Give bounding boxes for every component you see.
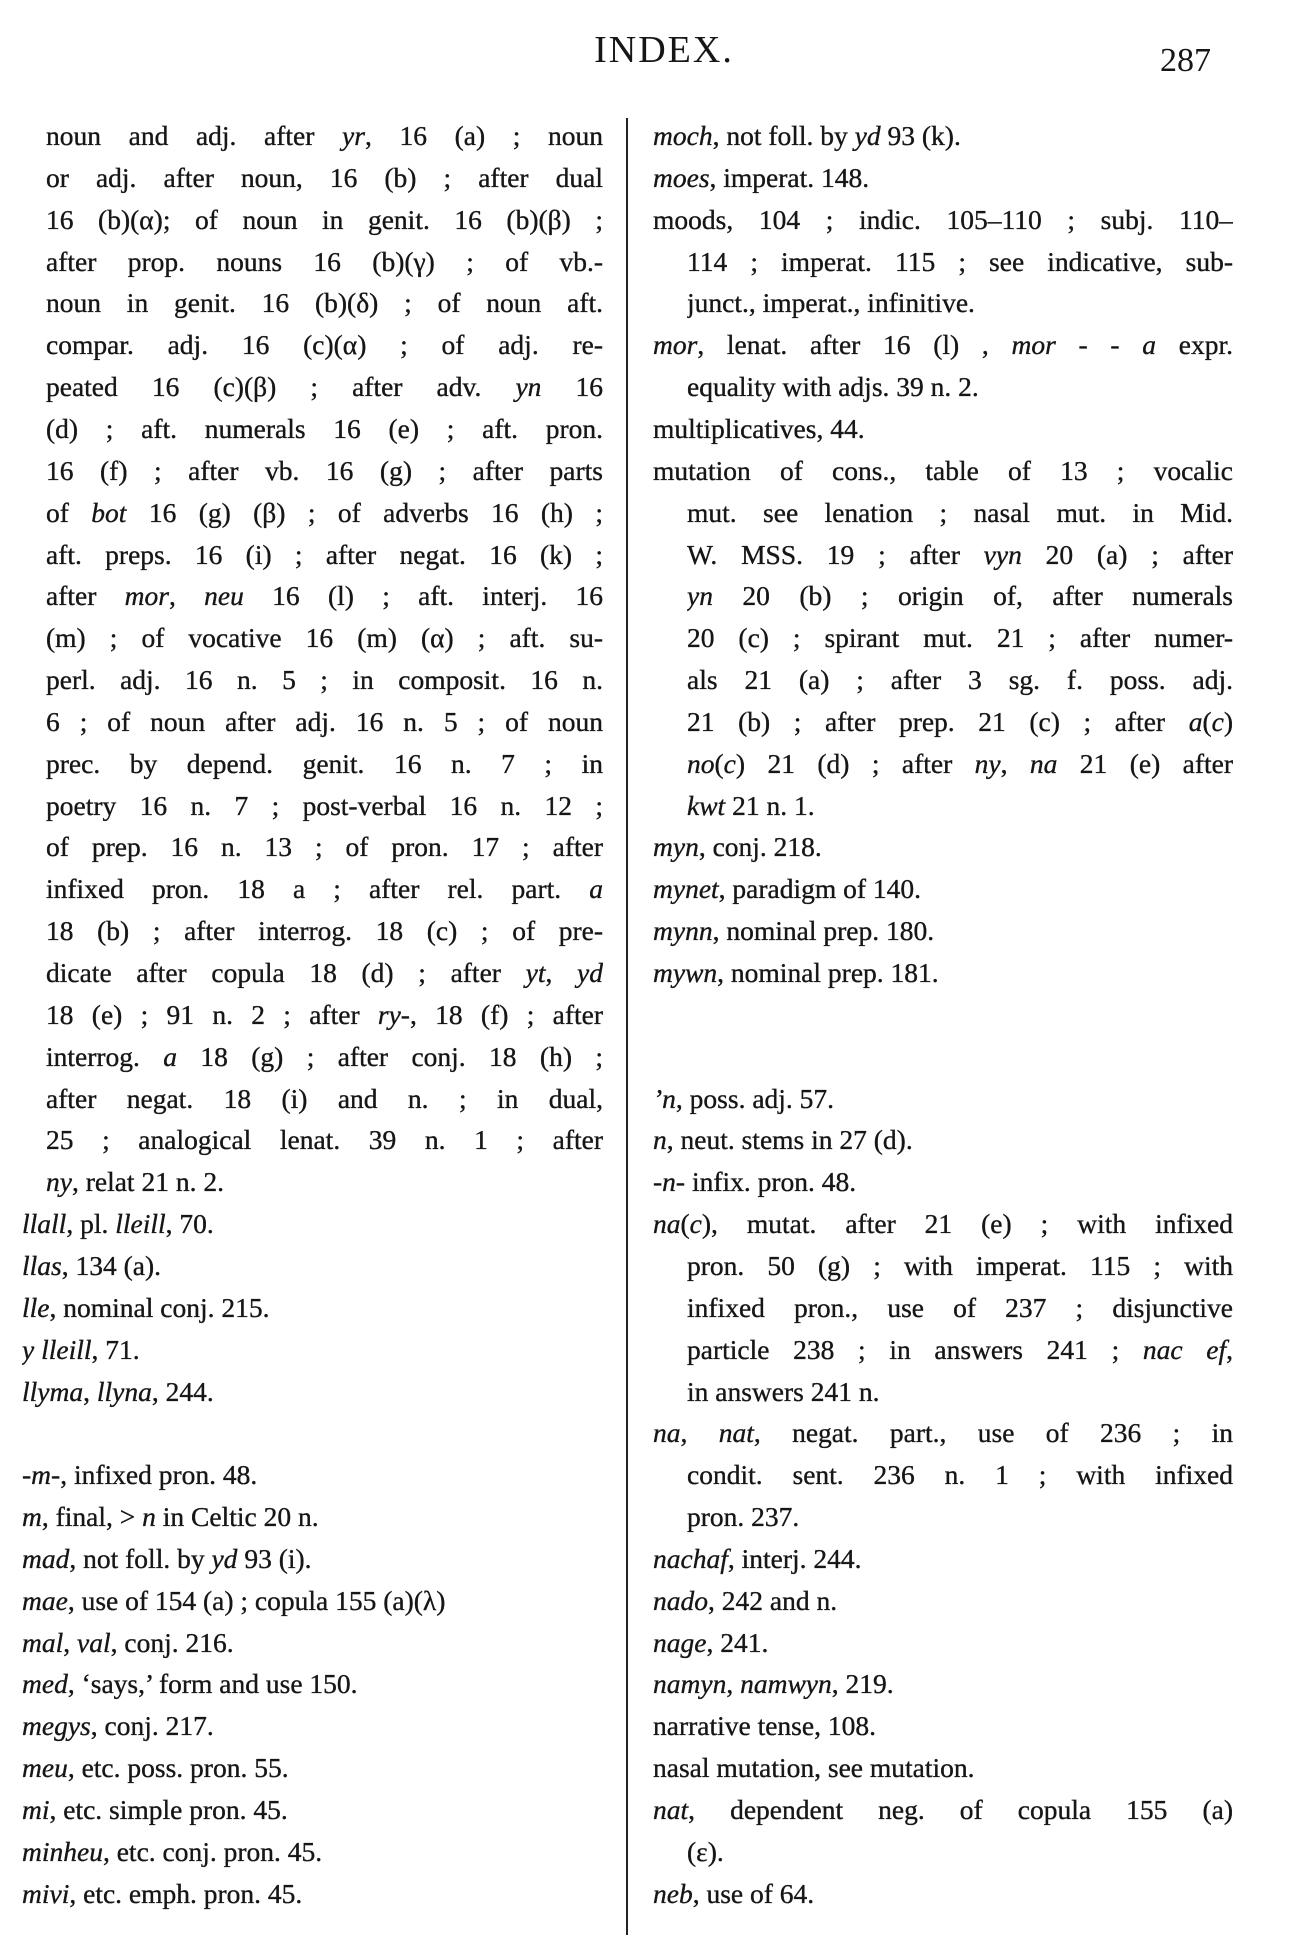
index-entry-line <box>46 157 603 199</box>
headword-italic: yd <box>854 120 881 151</box>
entry-text: perl. adj. 16 n. 5 ; in composit. 16 n. <box>46 664 603 696</box>
index-entry-line <box>653 1203 1233 1245</box>
index-entry-line <box>653 199 1233 241</box>
index-entry-line <box>653 1580 1233 1622</box>
headword-italic: med <box>22 1668 68 1700</box>
entry-text: after prop. nouns 16 (b)(γ) ; of vb.- <box>46 245 603 277</box>
index-entry-line <box>46 743 603 785</box>
headword-italic: moes <box>653 161 710 193</box>
entry-text: , relat 21 n. 2. <box>71 1166 224 1198</box>
entry-text: 93 (k). <box>880 120 961 151</box>
entry-text: , etc. emph. pron. 45. <box>69 1877 303 1909</box>
index-entry-line <box>653 1412 1233 1454</box>
entry-text: W. MSS. 19 ; after <box>687 538 984 570</box>
headword-italic: y lleill <box>22 1333 92 1365</box>
headword-italic: vyn <box>983 538 1022 570</box>
entry-text: infixed pron. 18 a ; after rel. part. <box>46 873 590 905</box>
index-entry-line <box>687 1371 1233 1413</box>
headword-italic: c <box>689 1208 702 1240</box>
index-entry-line <box>687 743 1233 785</box>
headword-italic: val <box>77 1626 111 1658</box>
entry-text: , poss. adj. 57. <box>675 1082 835 1114</box>
entry-text: 16 <box>541 371 603 403</box>
index-entry-line <box>46 868 603 910</box>
entry-text: 114 ; imperat. 115 ; see indicative, sub- <box>687 245 1233 277</box>
index-entry-line <box>46 199 603 241</box>
entry-text: poetry 16 n. 7 ; post-verbal 16 n. 12 ; <box>46 789 603 821</box>
entry-text: , use of 64. <box>692 1877 815 1909</box>
index-entry-line <box>653 826 1233 868</box>
index-entry-line <box>46 785 603 827</box>
index-entry-line <box>46 826 603 868</box>
entry-text: , <box>545 957 578 988</box>
index-entry-line <box>22 1454 603 1496</box>
entry-text: , etc. simple pron. 45. <box>49 1794 288 1825</box>
entry-text: after <box>46 580 125 612</box>
headword-italic: ny <box>974 747 1001 779</box>
index-entry-line <box>687 575 1233 617</box>
index-entry-line <box>46 534 603 576</box>
headword-italic: mor <box>1011 329 1056 361</box>
headword-italic: c <box>1211 705 1224 737</box>
entry-text: (d) ; aft. numerals 16 (e) ; aft. pron. <box>46 412 603 444</box>
headword-italic: yd <box>577 957 603 988</box>
index-entry-line <box>687 1287 1233 1329</box>
entry-text: , 244. <box>151 1375 214 1407</box>
entry-text: , etc. conj. pron. 45. <box>102 1835 323 1867</box>
entry-text: ( <box>714 747 724 779</box>
entry-text: 20 (c) ; spirant mut. 21 ; after numer- <box>687 622 1233 654</box>
index-entry-line <box>653 1119 1233 1161</box>
entry-text: , paradigm of 140. <box>718 873 922 905</box>
headword-italic: neu <box>204 580 244 612</box>
entry-text: 21 (e) after <box>1057 747 1233 779</box>
entry-text: (m) ; of vocative 16 (m) (α) ; aft. su- <box>46 622 603 654</box>
entry-text: prec. by depend. genit. 16 n. 7 ; in <box>46 747 603 779</box>
entry-text: , final, > <box>41 1501 143 1533</box>
index-entry-line <box>46 910 603 952</box>
index-entry-line <box>46 450 603 492</box>
index-entry-line <box>46 366 603 408</box>
headword-italic: moch <box>653 120 713 151</box>
index-entry-line <box>22 1747 603 1789</box>
index-entry-line <box>22 1245 603 1287</box>
headword-italic: mor <box>653 329 698 361</box>
headword-italic: n <box>142 1501 156 1533</box>
index-entry-line <box>46 1078 603 1120</box>
headword-italic: c <box>723 747 736 779</box>
index-entry-line <box>22 1831 603 1873</box>
entry-text: 16 (f) ; after vb. 16 (g) ; after parts <box>46 454 603 486</box>
headword-italic: yr <box>342 120 365 151</box>
entry-text: 20 (b) ; origin of, after numerals <box>712 580 1233 612</box>
headword-italic: a <box>163 1040 178 1072</box>
index-entry-line <box>22 1873 603 1915</box>
entry-text: infix. pron. 48. <box>685 1166 857 1198</box>
entry-text: als 21 (a) ; after 3 sg. f. poss. adj. <box>687 664 1233 696</box>
headword-italic: a <box>1188 705 1203 737</box>
index-entry-line <box>653 952 1233 994</box>
index-entry-line <box>22 1538 603 1580</box>
index-entry-line <box>687 701 1233 743</box>
index-entry-line <box>22 1663 603 1705</box>
index-entry-line <box>687 617 1233 659</box>
entry-text: interrog. <box>46 1040 164 1072</box>
headword-italic: meu <box>22 1752 68 1784</box>
entry-text: , 70. <box>165 1208 214 1240</box>
headword-italic: nado <box>653 1584 708 1616</box>
headword-italic: llas <box>22 1249 62 1281</box>
headword-italic: llall <box>22 1208 67 1240</box>
entry-text: 21 (b) ; after prep. 21 (c) ; after <box>687 705 1189 737</box>
entry-text: , interj. 244. <box>727 1542 862 1574</box>
headword-italic: yn <box>515 371 542 403</box>
headword-italic: minheu <box>22 1835 103 1867</box>
headword-italic: megys <box>22 1710 91 1742</box>
index-entry-line <box>653 1705 1233 1747</box>
entry-text: particle 238 ; in answers 241 ; <box>687 1333 1143 1365</box>
entry-text: 18 (e) ; 91 n. 2 ; after <box>46 998 378 1030</box>
entry-text: , <box>1000 747 1030 779</box>
index-entry-line <box>653 1663 1233 1705</box>
entry-text: , 242 and n. <box>708 1584 838 1616</box>
entry-text: ( <box>1202 705 1212 737</box>
entry-text: ) 21 (d) ; after <box>735 747 975 779</box>
index-entry-line <box>22 1329 603 1371</box>
headword-italic: mynn <box>653 915 713 947</box>
index-entry-line <box>22 1580 603 1622</box>
entry-text: junct., imperat., infinitive. <box>687 287 975 319</box>
index-entry-line <box>687 1329 1233 1371</box>
index-entry-line <box>687 1831 1233 1873</box>
headword-italic: yn <box>687 580 713 612</box>
headword-italic: ’n <box>653 1082 676 1114</box>
headword-italic: llyma <box>22 1375 84 1407</box>
headword-italic: mywn <box>653 957 718 988</box>
entry-text: 18 (b) ; after interrog. 18 (c) ; of pre- <box>46 915 603 947</box>
index-entry-line <box>653 868 1233 910</box>
entry-text: in Celtic 20 n. <box>155 1501 319 1533</box>
headword-italic: mae <box>22 1584 68 1616</box>
index-entry-line <box>687 785 1233 827</box>
entry-text: of <box>46 496 92 528</box>
entry-text: , 16 (a) ; noun <box>364 120 603 151</box>
entry-text: 25 ; analogical lenat. 39 n. 1 ; after <box>46 1124 603 1156</box>
entry-text: after negat. 18 (i) and n. ; in dual, <box>46 1082 603 1114</box>
entry-text: , use of 154 (a) ; copula 155 (a)(λ) <box>67 1584 446 1616</box>
headword-italic: na <box>653 1417 681 1449</box>
index-entry-line <box>687 241 1233 283</box>
index-entry-line <box>653 1789 1233 1831</box>
headword-italic: ny <box>46 1166 72 1198</box>
index-entry-line <box>46 1036 603 1078</box>
index-entry-line <box>653 157 1233 199</box>
index-entry-line <box>687 659 1233 701</box>
index-entry-line <box>46 1161 603 1203</box>
headword-italic: myn <box>653 831 699 863</box>
headword-italic: mynet <box>653 873 719 905</box>
entry-text: ( <box>680 1208 690 1240</box>
entry-text: , <box>83 1375 97 1407</box>
entry-text: (ε). <box>687 1835 724 1867</box>
index-entry-line <box>22 1287 603 1329</box>
entry-text: noun and adj. after <box>46 120 343 151</box>
entry-text: , 241. <box>706 1626 769 1658</box>
index-entry-line <box>46 994 603 1036</box>
headword-italic: nachaf <box>653 1542 728 1574</box>
entry-text: , <box>680 1417 719 1449</box>
headword-italic: kwt <box>687 789 726 821</box>
headword-italic: yd <box>211 1542 238 1574</box>
headword-italic: -n- <box>653 1166 686 1198</box>
index-entry-line <box>46 115 603 157</box>
running-head-title: INDEX. <box>594 29 734 71</box>
entry-text: , 219. <box>831 1668 894 1700</box>
index-entry-line <box>687 282 1233 324</box>
entry-text: , nominal conj. 215. <box>49 1291 270 1323</box>
entry-text: 20 (a) ; after <box>1021 538 1233 570</box>
entry-text: , etc. poss. pron. 55. <box>67 1752 289 1784</box>
index-entry-line <box>653 408 1233 450</box>
entry-text: , conj. 217. <box>90 1710 214 1742</box>
entry-text: 6 ; of noun after adj. 16 n. 5 ; of noun <box>46 705 603 737</box>
entry-text: 18 (g) ; after conj. 18 (h) ; <box>177 1040 603 1072</box>
entry-text: pron. 237. <box>687 1501 800 1533</box>
index-entry-line <box>653 450 1233 492</box>
index-entry-line <box>22 1705 603 1747</box>
entry-text: , nominal prep. 181. <box>717 957 939 988</box>
headword-italic: a <box>1142 329 1157 361</box>
entry-text: dicate after copula 18 (d) ; after <box>46 957 526 988</box>
index-entry-line <box>687 492 1233 534</box>
entry-text: in answers 241 n. <box>687 1375 880 1407</box>
headword-italic: -m- <box>22 1459 61 1491</box>
headword-italic: lleill <box>115 1208 166 1240</box>
headword-italic: nat <box>718 1417 754 1449</box>
index-entry-line <box>653 1538 1233 1580</box>
entry-text: , imperat. 148. <box>709 161 870 193</box>
entry-text: , ‘says,’ form and use 150. <box>67 1668 358 1700</box>
index-entry-line <box>687 1454 1233 1496</box>
entry-text: 93 (i). <box>237 1542 312 1574</box>
page-number: 287 <box>1160 42 1211 79</box>
headword-italic: nage <box>653 1626 707 1658</box>
headword-italic: llyna <box>96 1375 152 1407</box>
headword-italic: mivi <box>22 1877 70 1909</box>
entry-text: infixed pron., use of 237 ; disjunctive <box>687 1291 1233 1323</box>
entry-text: , not foll. by <box>69 1542 212 1574</box>
entry-text: , neut. stems in 27 (d). <box>666 1124 913 1156</box>
entry-text: 21 n. 1. <box>725 789 815 821</box>
index-entry-line <box>46 617 603 659</box>
index-entry-line <box>46 241 603 283</box>
headword-italic: lle <box>22 1291 50 1323</box>
index-entry-line <box>22 1496 603 1538</box>
index-entry-line <box>653 1622 1233 1664</box>
entry-text: multiplicatives, 44. <box>653 412 865 444</box>
index-entry-line <box>46 952 603 994</box>
entry-text: , conj. 218. <box>698 831 822 863</box>
entry-text: , conj. 216. <box>110 1626 234 1658</box>
entry-text: , <box>168 580 205 612</box>
entry-text: narrative tense, 108. <box>653 1710 876 1742</box>
index-entry-line <box>22 1622 603 1664</box>
index-entry-line <box>46 575 603 617</box>
entry-text: expr. <box>1156 329 1233 361</box>
entry-text: , infixed pron. 48. <box>60 1459 258 1491</box>
entry-text: pron. 50 (g) ; with imperat. 115 ; with <box>687 1249 1233 1281</box>
index-entry-line <box>653 1161 1233 1203</box>
entry-text: 16 (b)(α); of noun in genit. 16 (b)(β) ; <box>46 203 603 235</box>
entry-text: , nominal prep. 180. <box>712 915 935 947</box>
entry-text: nasal mutation, see mutation. <box>653 1752 975 1784</box>
headword-italic: mal <box>22 1626 64 1658</box>
entry-text: or adj. after noun, 16 (b) ; after dual <box>46 161 603 193</box>
entry-text: ) <box>1223 705 1233 737</box>
headword-italic: a <box>589 873 603 905</box>
entry-text: , 71. <box>91 1333 140 1365</box>
entry-text: condit. sent. 236 n. 1 ; with infixed <box>687 1459 1233 1491</box>
entry-text: ), mutat. after 21 (e) ; with infixed <box>701 1208 1233 1240</box>
entry-text: mut. see lenation ; nasal mut. in Mid. <box>687 496 1233 528</box>
index-entry-line <box>653 115 1233 157</box>
index-entry-line <box>22 1203 603 1245</box>
index-entry-line <box>46 282 603 324</box>
entry-text: peated 16 (c)(β) ; after adv. <box>46 371 516 403</box>
index-entry-line <box>687 366 1233 408</box>
entry-text: noun in genit. 16 (b)(δ) ; of noun aft. <box>46 287 603 319</box>
index-entry-line <box>46 1119 603 1161</box>
entry-text: , <box>726 1668 741 1700</box>
index-entry-line <box>687 1245 1233 1287</box>
headword-italic: namyn <box>653 1668 727 1700</box>
column-divider <box>626 118 628 1935</box>
entry-text: - - <box>1055 329 1143 361</box>
entry-text: , pl. <box>66 1208 116 1240</box>
entry-text: moods, 104 ; indic. 105–110 ; subj. 110– <box>653 203 1233 235</box>
index-entry-line <box>653 1747 1233 1789</box>
headword-italic: neb <box>653 1877 693 1909</box>
entry-text: 16 (l) ; aft. interj. 16 <box>243 580 603 612</box>
entry-text: , not foll. by <box>712 120 855 151</box>
headword-italic: ry- <box>377 998 410 1030</box>
index-entry-line <box>46 659 603 701</box>
headword-italic: n <box>653 1124 667 1156</box>
index-entry-line <box>46 324 603 366</box>
entry-text: mutation of cons., table of 13 ; vocalic <box>653 454 1233 486</box>
entry-text: , negat. part., use of 236 ; in <box>753 1417 1233 1449</box>
entry-text: 16 (g) (β) ; of adverbs 16 (h) ; <box>126 496 603 528</box>
index-entry-line <box>687 1496 1233 1538</box>
headword-italic: mad <box>22 1542 70 1574</box>
entry-text: , lenat. after 16 (l) , <box>697 329 1012 361</box>
headword-italic: m <box>22 1501 42 1533</box>
headword-italic: namwyn <box>740 1668 832 1700</box>
entry-text: , <box>63 1626 77 1658</box>
headword-italic: nac ef <box>1142 1333 1227 1365</box>
headword-italic: mor <box>124 580 169 612</box>
index-entry-line <box>46 701 603 743</box>
headword-italic: no <box>687 747 715 779</box>
index-entry-line <box>653 324 1233 366</box>
entry-text: equality with adjs. 39 n. 2. <box>687 371 979 403</box>
entry-text: , 134 (a). <box>61 1249 162 1281</box>
index-entry-line <box>653 1078 1233 1120</box>
headword-italic: mi <box>22 1794 50 1825</box>
entry-text: of prep. 16 n. 13 ; of pron. 17 ; after <box>46 831 603 863</box>
index-entry-line <box>687 534 1233 576</box>
index-entry-line <box>22 1371 603 1413</box>
headword-italic: na <box>653 1208 681 1240</box>
entry-text: , dependent neg. of copula 155 (a) <box>688 1794 1233 1825</box>
index-entry-line <box>22 1789 603 1831</box>
index-entry-line <box>653 910 1233 952</box>
headword-italic: nat <box>653 1794 689 1825</box>
entry-text: aft. preps. 16 (i) ; after negat. 16 (k) ; <box>46 538 603 570</box>
headword-italic: bot <box>91 496 127 528</box>
entry-text: compar. adj. 16 (c)(α) ; of adj. re- <box>46 329 603 361</box>
index-entry-line <box>46 492 603 534</box>
index-entry-line <box>653 1873 1233 1915</box>
headword-italic: na <box>1029 747 1058 779</box>
entry-text: , 18 (f) ; after <box>409 998 603 1030</box>
entry-text: , <box>1226 1333 1233 1365</box>
headword-italic: yt <box>525 957 546 988</box>
index-entry-line <box>46 408 603 450</box>
